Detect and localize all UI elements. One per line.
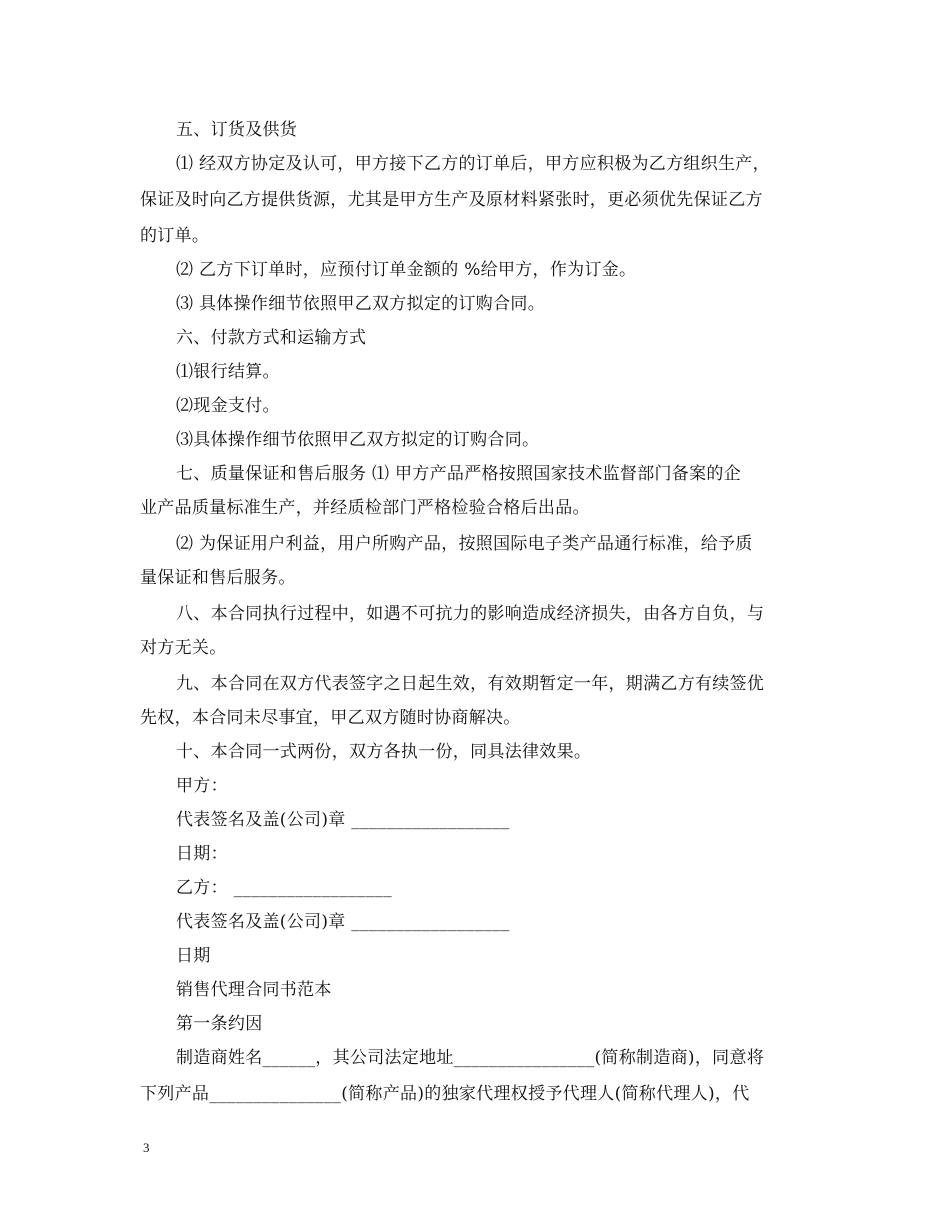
- section-10-heading: 十、本合同一式两份，双方各执一份，同具法律效果。: [176, 742, 592, 762]
- party-a-label: 甲方：: [176, 776, 228, 796]
- article-1-heading: 第一条约因: [176, 1014, 263, 1034]
- paragraph-line: 先权，本合同未尽事宜，甲乙双方随时协商解决。: [140, 708, 521, 728]
- paragraph-line: ⑶具体操作细节依照甲乙双方拟定的订购合同。: [176, 430, 540, 450]
- section-7-heading: 七、质量保证和售后服务 ⑴ 甲方产品严格按照国家技术监督部门备案的企: [176, 464, 742, 484]
- paragraph-line: ⑴银行结算。: [176, 362, 280, 382]
- date-label-a: 日期：: [176, 844, 228, 864]
- paragraph-line: ⑵现金支付。: [176, 396, 280, 416]
- paragraph-line: 制造商姓名______，其公司法定地址________________(简称制造商)，同意将: [176, 1048, 765, 1068]
- paragraph-line: ⑶ 具体操作细节依照甲乙双方拟定的订购合同。: [176, 294, 546, 314]
- paragraph-line: 量保证和售后服务。: [140, 568, 296, 588]
- signature-line-a: 代表签名及盖(公司)章 __________________: [176, 810, 510, 830]
- section-9-heading: 九、本合同在双方代表签字之日起生效，有效期暂定一年，期满乙方有续签优: [176, 674, 765, 694]
- signature-line-b: 代表签名及盖(公司)章 __________________: [176, 912, 510, 932]
- paragraph-line: 下列产品_______________(简称产品)的独家代理权授予代理人(简称代理人)，代: [140, 1084, 750, 1104]
- paragraph-line: 业产品质量标准生产，并经质检部门严格检验合格后出品。: [140, 498, 590, 518]
- section-8-heading: 八、本合同执行过程中，如遇不可抗力的影响造成经济损失，由各方自负，与: [176, 604, 765, 624]
- paragraph-line: ⑵ 为保证用户利益，用户所购产品，按照国际电子类产品通行标准，给予质: [176, 534, 753, 554]
- paragraph-line: ⑴ 经双方协定及认可，甲方接下乙方的订单后，甲方应积极为乙方组织生产，: [176, 154, 770, 174]
- date-label-b: 日期: [176, 946, 211, 966]
- section-5-heading: 五、订货及供货: [176, 120, 298, 140]
- page-number: 3: [143, 1140, 150, 1155]
- section-6-heading: 六、付款方式和运输方式: [176, 328, 367, 348]
- paragraph-line: 对方无关。: [140, 638, 227, 658]
- paragraph-line: ⑵ 乙方下订单时，应预付订单金额的 %给甲方，作为订金。: [176, 260, 637, 280]
- paragraph-line: 保证及时向乙方提供货源，尤其是甲方生产及原材料紧张时，更必须优先保证乙方: [140, 190, 763, 210]
- party-b-label: 乙方： __________________: [176, 878, 393, 898]
- contract-title: 销售代理合同书范本: [176, 980, 332, 1000]
- paragraph-line: 的订单。: [140, 226, 210, 246]
